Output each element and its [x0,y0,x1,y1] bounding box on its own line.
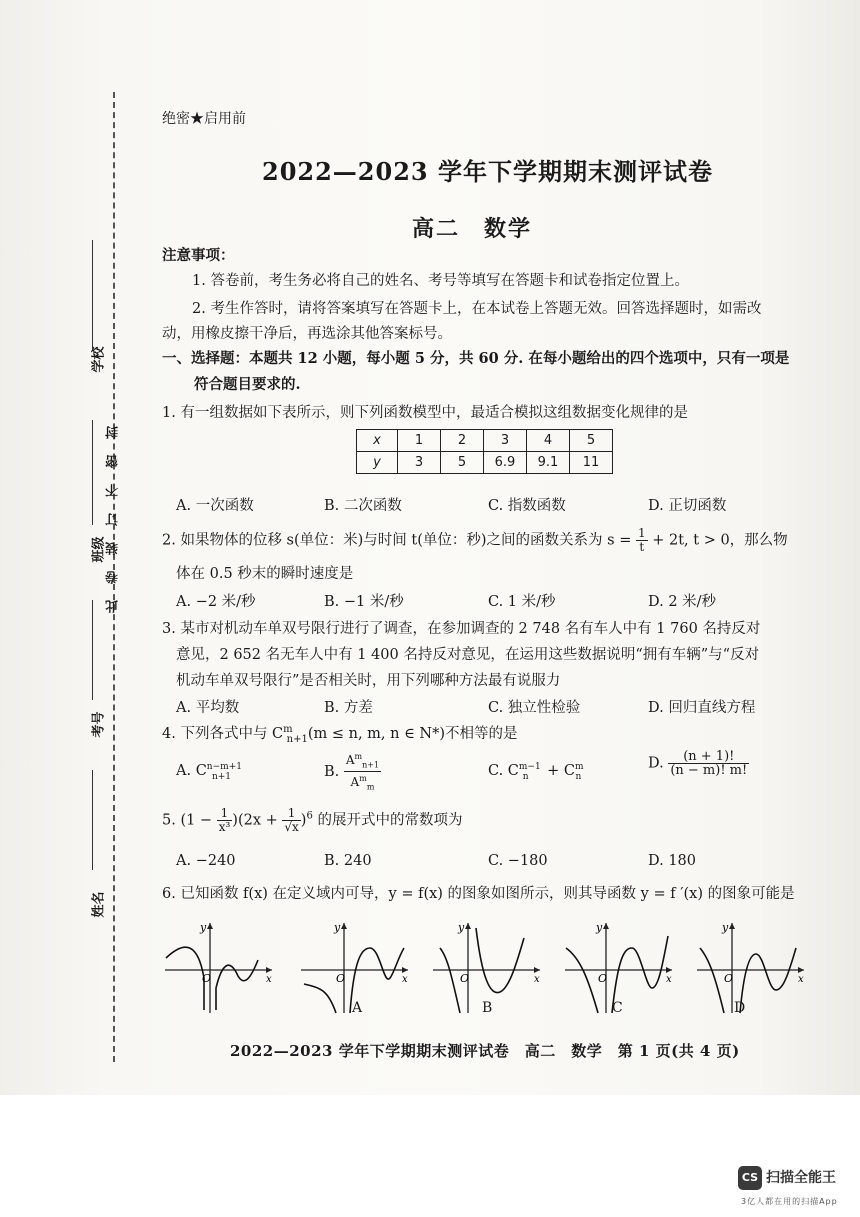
q5-option-c: C. −180 [488,853,548,869]
q4-option-c [488,762,584,782]
table-row [357,452,613,474]
q2-option-d: D. 2 米/秒 [648,594,717,610]
q3-line-1: 3. 某市对机动车单双号限行进行了调查，在参加调查的 2 748 名有车人中有 1 760 名持反对 [162,621,761,637]
scanner-app-name: 扫描全能王 [766,1170,836,1186]
svg-text:y: y [334,921,341,934]
q5-option-b: B. 240 [324,853,372,869]
q5-f2-num: 1 [282,807,300,821]
q6-original-graph [160,918,280,1018]
q1-data-table [356,429,613,474]
name-blank-line [92,770,93,870]
q4b-denominator [344,772,381,793]
q4b-num-sub: n+1 [362,760,380,770]
table-cell: 3 [398,452,441,474]
table-cell: 5 [441,452,484,474]
q4c-sup2: m [574,762,584,772]
q4-option-d [648,750,749,777]
name-label: 姓名 [91,891,107,918]
svg-text:y: y [596,921,603,934]
q4b-den-a: A [350,775,360,790]
q4b-num-a: A [345,753,355,767]
q4b-den-sup: m [359,774,367,784]
svg-text:x: x [402,974,408,985]
q4-option-b [324,750,381,794]
q4d-fraction [668,750,749,777]
q4-option-a [176,762,242,782]
q2-stem-cont: 体在 0.5 秒末的瞬时速度是 [176,566,354,582]
q3-option-a: A. 平均数 [176,700,240,716]
q1-stem: 1. 有一组数据如下表所示，则下列函数模型中，最适合模拟这组数据变化规律的是 [162,405,688,421]
q2-stem [162,527,788,554]
q4c-sup: m−1 [518,762,541,772]
table-cell: 2 [441,430,484,452]
q4a-sub: n+1 [211,771,232,782]
q4c-sub: n [522,771,529,782]
q5-part-2: )(2x + [232,812,278,829]
scanner-app-tagline: 3亿人都在用的扫描App [741,1197,838,1206]
table-cell: 1 [398,430,441,452]
page-bottom-margin [0,1095,860,1217]
school-label: 学校 [91,346,107,373]
q2-option-a: A. −2 米/秒 [176,594,256,610]
q2-option-b: B. −1 米/秒 [324,594,404,610]
graph-d-label: D [734,1000,746,1016]
svg-text:O: O [336,972,346,985]
q5-fraction-1 [217,807,233,834]
q3-option-c: C. 独立性检验 [488,700,581,716]
svg-text:x: x [534,974,540,985]
q2-fraction [636,527,648,554]
q5-part-1: 5. (1 − [162,812,213,829]
q5-stem [162,807,462,834]
exam-no-label: 考号 [91,711,107,738]
y-label: y [200,921,207,934]
q4b-numerator [344,750,381,772]
q4-sup: m [283,724,293,736]
notice-item-2b: 动，用橡皮擦干净后，再选涂其他答案标号。 [162,326,452,342]
q4d-denominator: (n − m)! m! [670,763,748,778]
q4-stem [162,722,518,745]
page-footer: 2022—2023 学年下学期期末测评试卷 高二 数学 第 1 页(共 4 页) [230,1042,740,1060]
graph-b-label: B [482,1000,493,1016]
section-heading: 一、选择题：本题共 12 小题，每小题 5 分，共 60 分. 在每小题给出的四个选项中，只有一项是 [162,350,790,367]
q4b-fraction [344,750,381,794]
q6-graph-d [692,918,812,1018]
q2-frac-num: 1 [637,526,646,540]
q1-option-d: D. 正切函数 [648,498,727,514]
notice-item-2a: 2. 考生作答时，请将答案填写在答题卡上，在本试卷上答题无效。回答选择题时，如需改 [192,301,762,317]
f-curve-left [166,947,204,1010]
svg-text:y: y [458,921,465,934]
origin-label: O [202,972,212,985]
q4d-label: D. [648,755,664,772]
graph-c-label: C [612,1000,623,1016]
q5-option-d: D. 180 [648,853,697,869]
svg-text:O: O [460,972,470,985]
q2-stem-part-1: 2. 如果物体的位移 s(单位：米)与时间 t(单位：秒)之间的函数关系为 s = [162,532,632,549]
q3-line-3: 机动车单双号限行”是否相关时，用下列哪种方法最有说服力 [176,673,561,689]
q4-stem-part-1: 4. 下列各式中与 C [162,726,284,742]
q1-option-b: B. 二次函数 [324,498,402,514]
q3-line-2: 意见，2 652 名无车人中有 1 400 名持反对意见，在运用这些数据说明“拥有车辆”与“反对 [176,647,760,663]
table-cell: 3 [484,430,527,452]
table-cell: 5 [570,430,613,452]
q4c-sub2: n [575,771,582,782]
svg-text:x: x [798,974,804,985]
q4b-num-sup: m [354,752,363,761]
svg-text:O: O [598,972,608,985]
x-label: x [266,974,272,985]
exam-title: 2022—2023 学年下学期期末测评试卷 [262,157,713,186]
class-blank-line [92,420,93,525]
school-blank-line [92,240,93,350]
table-cell: 9.1 [527,452,570,474]
q5-f1-den: x³ [218,820,231,834]
q1-option-a: A. 一次函数 [176,498,254,514]
q5-f2-den: √x [284,820,299,834]
q5-option-a: A. −240 [176,853,236,869]
exam-no-blank-line [92,600,93,700]
graph-a-label: A [352,1000,363,1016]
seal-notice: 此卷装订不密封 [106,410,121,613]
notice-item-1: 1. 答卷前，考生务必将自己的姓名、考号等填写在答题卡和试卷指定位置上。 [192,273,689,289]
q4a-label: A. C [176,762,207,779]
q4b-den-sub: m [366,782,375,792]
table-cell: 4 [527,430,570,452]
section-heading-cont: 符合题目要求的. [194,376,301,393]
q2-frac-den: t [639,540,645,554]
q2-stem-part-2: + 2t, t > 0，那么物 [652,532,788,549]
svg-text:x: x [666,974,672,985]
secret-mark: 绝密★启用前 [162,111,246,127]
notice-heading: 注意事项： [162,247,235,264]
exam-subject: 高二 数学 [412,216,533,242]
scanner-app-icon: CS [738,1166,762,1190]
q5-exponent: 6 [306,810,313,822]
q4-stem-part-2: (m ≤ n, m, n ∈ N*)不相等的是 [307,726,518,742]
q5-f1-num: 1 [217,807,233,821]
q4c-mid: + C [542,762,575,779]
table-cell: 6.9 [484,452,527,474]
table-cell: x [357,430,398,452]
f-curve-right [216,960,258,1010]
q3-option-d: D. 回归直线方程 [648,700,756,716]
q4c-label: C. C [488,762,519,779]
class-label: 班级 [91,536,107,563]
q5-part-4: 的展开式中的常数项为 [312,812,463,829]
q5-fraction-2 [282,807,300,834]
q1-option-c: C. 指数函数 [488,498,566,514]
q2-option-c: C. 1 米/秒 [488,594,556,610]
q5-part-3: ) [300,812,307,829]
q4a-sup: n−m+1 [206,762,242,772]
table-cell: 11 [570,452,613,474]
table-cell: y [357,452,398,474]
q6-stem: 6. 已知函数 f(x) 在定义域内可导，y = f(x) 的图象如图所示，则其导函数 y = f ′(x) 的图象可能是 [162,886,795,902]
q4-sub: n+1 [286,733,308,745]
q4b-label: B. [324,763,340,780]
table-row [357,430,613,452]
q3-option-b: B. 方差 [324,700,373,716]
svg-text:y: y [722,921,729,934]
svg-text:O: O [724,972,734,985]
q4d-numerator: (n + 1)! [668,750,749,764]
